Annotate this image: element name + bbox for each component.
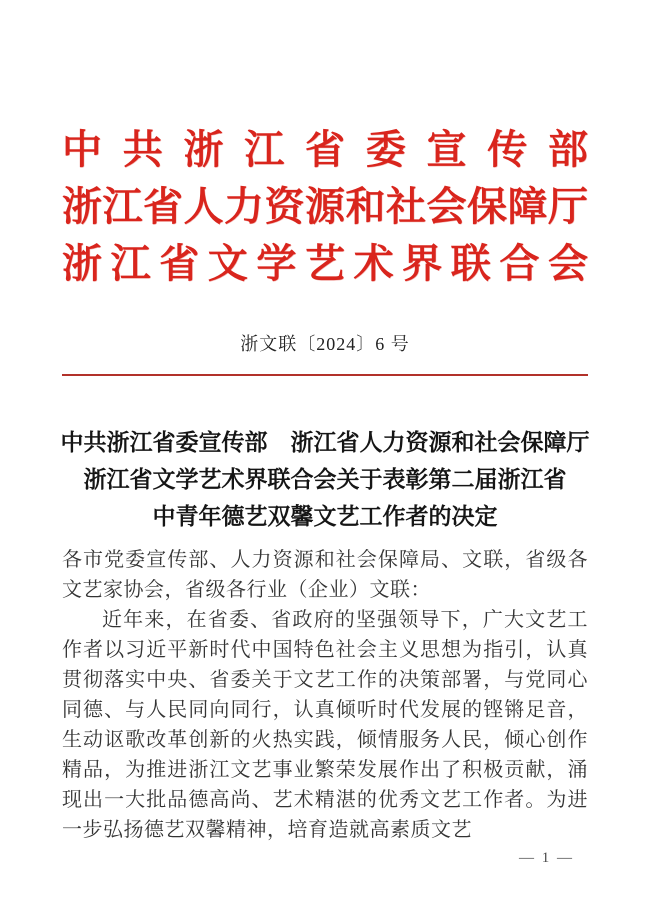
- letterhead-org-line-2: 浙 江 省 人 力 资 源 和 社 会 保 障 厅: [62, 183, 588, 229]
- salutation-paragraph: 各市党委宣传部、人力资源和社会保障局、文联，省级各文艺家协会，省级各行业（企业）文联：: [62, 549, 588, 601]
- document-title-line-1: 中共浙江省委宣传部 浙江省人力资源和社会保障厅: [60, 430, 590, 455]
- red-divider-rule: [62, 374, 588, 376]
- document-title-line-3: 中青年德艺双馨文艺工作者的决定: [152, 504, 498, 529]
- document-number: 浙文联〔2024〕6 号: [240, 334, 410, 354]
- letterhead-org-line-3: 浙 江 省 文 学 艺 术 界 联 合 会: [62, 240, 588, 286]
- document-title-line-2: 浙江省文学艺术界联合会关于表彰第二届浙江省: [83, 467, 567, 492]
- body-paragraph: 近年来，在省委、省政府的坚强领导下，广大文艺工作者以习近平新时代中国特色社会主义思想为指引，认真贯彻落实中央、省委关于文艺工作的决策部署，与党同心同德、与人民同向同行，认真倾听时代发展的铿锵足音，生动讴歌改革创新的火热实践，倾情服务人民，倾心创作精品，为推进浙江文艺事业繁荣发展作出了积极贡献，涌现出一大批品德高尚、艺术精湛的优秀文艺工作者。为进一步弘扬德艺双馨精神，培育造就高素质文艺: [62, 609, 588, 841]
- document-body: [62, 545, 588, 845]
- document-title: [40, 424, 610, 535]
- letterhead: [62, 121, 588, 292]
- letterhead-org-line-1: 中 共 浙 江 省 委 宣 传 部: [62, 126, 588, 172]
- page-number: — 1 —: [519, 850, 574, 866]
- page-footer: [519, 850, 574, 867]
